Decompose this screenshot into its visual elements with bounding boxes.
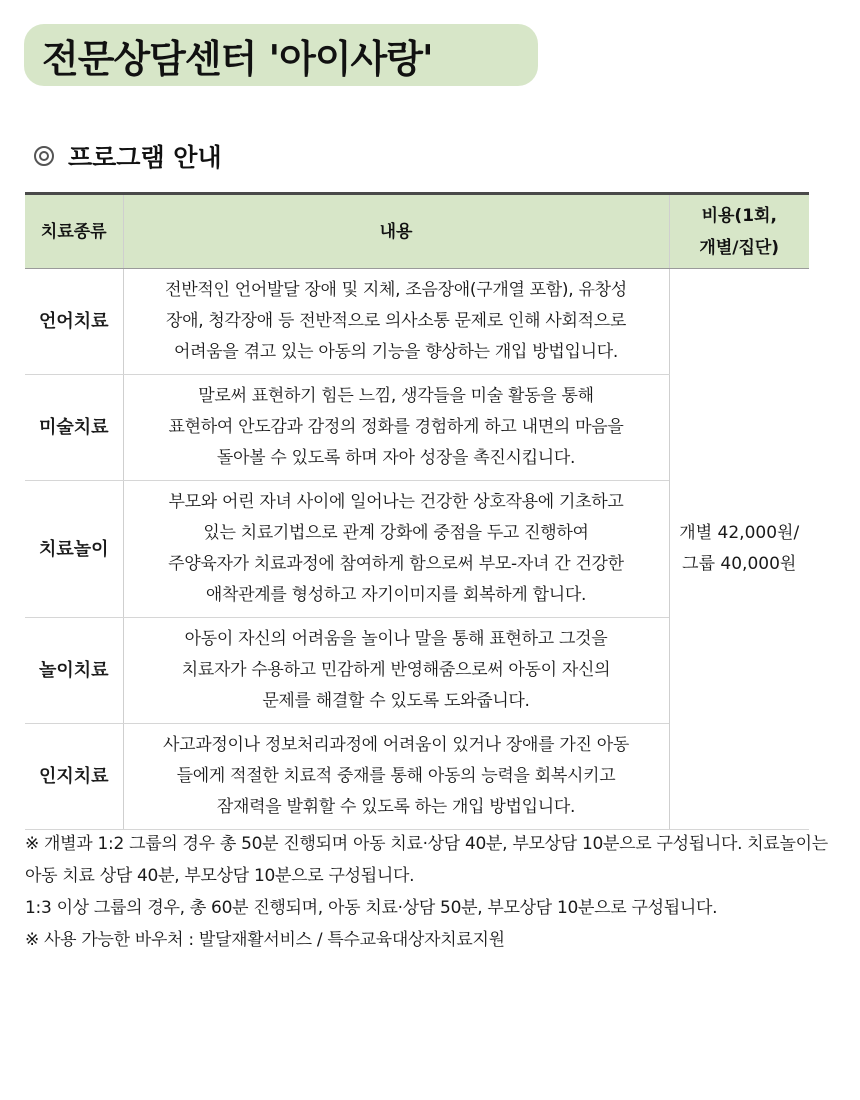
therapy-kind: 언어치료	[25, 269, 123, 375]
description-line: 있는 치료기법으로 관계 강화에 중점을 두고 진행하여	[203, 523, 589, 543]
description-line: 사고과정이나 정보처리과정에 어려움이 있거나 장애를 가진 아동	[163, 735, 629, 755]
therapy-kind: 놀이치료	[25, 618, 123, 724]
header-fee-line2: 개별/집단)	[699, 237, 780, 258]
description-line: 치료자가 수용하고 민감하게 반영해줌으로써 아동이 자신의	[181, 660, 611, 680]
double-circle-icon	[34, 146, 54, 166]
therapy-kind: 인지치료	[25, 724, 123, 830]
footnotes	[25, 828, 845, 956]
description-line: 돌아볼 수 있도록 하며 자아 성장을 촉진시킵니다.	[216, 448, 576, 468]
fee-line1: 개별 42,000원/	[679, 523, 800, 543]
footnote: 1:3 이상 그룹의 경우, 총 60분 진행되며, 아동 치료·상담 50분, 부모상담 10분으로 구성됩니다.	[25, 898, 718, 918]
program-table	[25, 192, 809, 830]
therapy-description	[123, 375, 669, 481]
therapy-description	[123, 269, 669, 375]
page-title	[24, 24, 538, 86]
description-line: 아동이 자신의 어려움을 놀이나 말을 통해 표현하고 그것을	[184, 629, 608, 649]
therapy-kind: 치료놀이	[25, 481, 123, 618]
section-heading-text: 프로그램 안내	[68, 143, 222, 172]
footnote: ※ 개별과 1:2 그룹의 경우 총 50분 진행되며 아동 치료·상담 40분, 부모상담 10분으로 구성됩니다. 치료놀이는 아동 치료 상담 40분, 부모상담 10분으로 구성됩니다.	[25, 834, 828, 886]
header-kind: 치료종류	[25, 194, 123, 269]
page-title-text: 전문상담센터 '아이사랑'	[42, 36, 433, 81]
section-heading	[34, 138, 222, 174]
description-line: 부모와 어린 자녀 사이에 일어나는 건강한 상호작용에 기초하고	[168, 492, 624, 512]
description-line: 애착관계를 형성하고 자기이미지를 회복하게 합니다.	[205, 585, 587, 605]
description-line: 잠재력을 발휘할 수 있도록 하는 개입 방법입니다.	[216, 797, 576, 817]
therapy-description	[123, 618, 669, 724]
therapy-description	[123, 724, 669, 830]
table-row	[25, 269, 809, 375]
footnote: ※ 사용 가능한 바우처 : 발달재활서비스 / 특수교육대상자치료지원	[25, 930, 505, 950]
description-line: 주양육자가 치료과정에 참여하게 함으로써 부모-자녀 간 건강한	[168, 554, 624, 574]
description-line: 문제를 해결할 수 있도록 도와줍니다.	[262, 691, 530, 711]
fee-line2: 그룹 40,000원	[682, 554, 797, 574]
table-header-row	[25, 194, 809, 269]
description-line: 전반적인 언어발달 장애 및 지체, 조음장애(구개열 포함), 유창성	[165, 280, 627, 300]
header-content: 내용	[123, 194, 669, 269]
therapy-kind: 미술치료	[25, 375, 123, 481]
description-line: 어려움을 겪고 있는 아동의 기능을 향상하는 개입 방법입니다.	[174, 342, 618, 362]
header-fee	[669, 194, 809, 269]
description-line: 표현하여 안도감과 감정의 정화를 경험하게 하고 내면의 마음을	[168, 417, 624, 437]
header-fee-line1: 비용(1회,	[701, 205, 777, 226]
fee-cell	[669, 269, 809, 830]
therapy-description	[123, 481, 669, 618]
description-line: 장애, 청각장애 등 전반적으로 의사소통 문제로 인해 사회적으로	[165, 311, 626, 331]
description-line: 들에게 적절한 치료적 중재를 통해 아동의 능력을 회복시키고	[176, 766, 616, 786]
description-line: 말로써 표현하기 힘든 느낌, 생각들을 미술 활동을 통해	[198, 386, 594, 406]
